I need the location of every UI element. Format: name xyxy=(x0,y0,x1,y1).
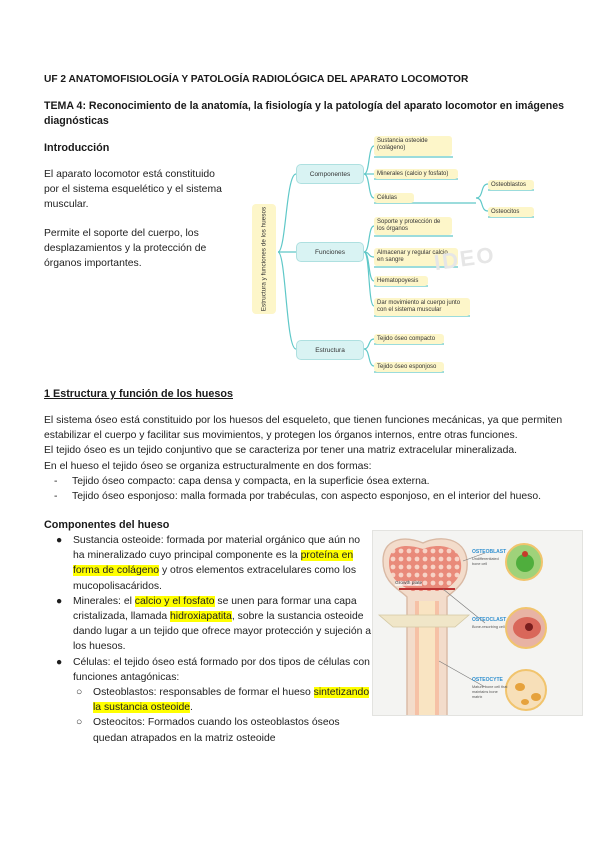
b2-line: Minerales: el xyxy=(73,595,135,607)
osteocyte-sub: Mature bone cell that maintains bone matrix xyxy=(472,685,508,699)
section-1-heading: 1 Estructura y función de los huesos xyxy=(44,388,233,400)
intro-p2-line: órganos importantes. xyxy=(44,258,142,270)
item-osteoblastos: Osteoblastos xyxy=(488,180,534,190)
sub1-line: . xyxy=(190,702,193,714)
document-title: UF 2 ANATOMOFISIOLOGÍA Y PATOLOGÍA RADIOLÓGICA DEL APARATO LOCOMOTOR xyxy=(44,74,469,85)
sub1-line: Osteoblastos: responsables de formar el hueso xyxy=(93,687,314,699)
componentes-heading: Componentes del hueso xyxy=(44,519,170,531)
item-almacenar: Almacenar y regular calcio en sangre xyxy=(374,248,458,266)
intro-p2-line: desplazamientos y la protección de xyxy=(44,243,207,255)
b3-line: funciones antagónicas: xyxy=(73,671,180,683)
b2-line: se unen para formar una capa xyxy=(214,595,357,607)
intro-p1-line: El aparato locomotor está constituido xyxy=(44,169,215,180)
osteoclast-label: OSTEOCLAST xyxy=(472,617,507,623)
item-movimiento: Dar movimiento al cuerpo junto con el sistema muscular xyxy=(374,298,470,316)
bone-illustration xyxy=(372,530,583,716)
item-osteocitos: Osteocitos xyxy=(488,207,534,217)
b1-line: mucopolisacáridos. xyxy=(73,580,162,592)
b1-line: Sustancia osteoide: formada por material orgánico que aún no xyxy=(73,535,361,546)
componentes-list xyxy=(56,533,372,746)
growth-plate-label: Growth plate xyxy=(395,581,423,586)
node-funciones: Funciones xyxy=(296,242,364,262)
osteocyte-image xyxy=(505,669,547,711)
watermark: IDEO xyxy=(432,241,498,276)
dash-item-text: Tejido óseo compacto: capa densa y compacta, en la superficie ósea externa. xyxy=(72,475,430,487)
highlight: forma de colágeno xyxy=(73,565,160,577)
osteoblast-sub: Undifferentiated bone cell xyxy=(472,557,499,566)
osteoblast-image xyxy=(505,543,543,581)
osteoblast-label: OSTEOBLAST xyxy=(472,549,507,555)
osteocyte-label: OSTEOCYTE xyxy=(472,677,503,683)
intro-heading: Introducción xyxy=(44,142,110,154)
highlight: sintetizando xyxy=(313,687,370,699)
highlight: hidroxiapatita xyxy=(170,611,232,623)
intro-paragraph-1 xyxy=(44,167,222,213)
section-1-line: El tejido óseo es un tejido conjuntivo que se caracteriza por tener una matriz extracelular mineralizada. xyxy=(44,445,518,457)
item-soporte: Soporte y protección de los órganos xyxy=(374,217,452,235)
b1-line: ha mineralizado cuyo principal componente es la xyxy=(73,550,301,562)
tema-title xyxy=(44,99,564,129)
item-tejido-compacto: Tejido óseo compacto xyxy=(374,334,444,344)
item-minerales: Minerales (calcio y fosfato) xyxy=(374,169,458,179)
intro-p1-line: muscular. xyxy=(44,199,89,211)
mind-map-root xyxy=(252,204,276,314)
sub-osteocitos: ○ Osteocitos: Formados cuando los osteoblastos óseos quedan atrapados en la matriz osteoide xyxy=(76,717,340,744)
sub2-line: Osteocitos: Formados cuando los osteoblastos óseos xyxy=(93,717,340,729)
section-1-line: El sistema óseo está constituido por los huesos del esqueleto, que tienen funciones mecánicas, ya que permiten xyxy=(44,415,563,426)
dash-item: - Tejido óseo esponjoso: malla formada por trabéculas, con aspecto esponjoso, en el interior del hueso. xyxy=(54,491,542,503)
dash-item-text: Tejido óseo esponjoso: malla formada por trabéculas, con aspecto esponjoso, en el interior del hueso. xyxy=(72,491,542,503)
sub2-line: quedan atrapados en la matriz osteoide xyxy=(93,732,276,744)
b2-line: , sobre la sustancia osteoide xyxy=(231,611,364,623)
item-sustancia-osteoide: Sustancia osteoide (colágeno) xyxy=(374,136,452,156)
dash-item: - Tejido óseo compacto: capa densa y compacta, en la superficie ósea externa. xyxy=(54,475,430,487)
b2-line: los huesos. xyxy=(73,641,126,653)
highlight: la sustancia osteoide xyxy=(93,702,191,714)
item-tejido-esponjoso: Tejido óseo esponjoso xyxy=(374,362,444,372)
tema-line-2: diagnósticas xyxy=(44,115,109,127)
mind-map-root-label: Estructura y funciones de los huesos xyxy=(260,206,268,312)
b1-line: y otros elementos extracelulares como los xyxy=(159,565,357,577)
item-hematopoyesis: Hematopoyesis xyxy=(374,276,428,286)
item-celulas: Células xyxy=(374,193,414,203)
bullet-minerales: ● Minerales: el calcio y el fosfato se unen para formar una capa cristalizada, llamada hidroxiapatita, sobre la sustancia osteoide dando lugar a un tejido que ofrece mayor protección y sujeción a los huesos. xyxy=(56,595,372,653)
node-componentes: Componentes xyxy=(296,164,364,184)
b3-line: Células: el tejido óseo está formado por dos tipos de células con xyxy=(73,656,370,668)
bullet-celulas: ● Células: el tejido óseo está formado por dos tipos de células con funciones antagónicas: xyxy=(56,656,370,683)
highlight: proteína en xyxy=(300,550,354,562)
tema-line-1: TEMA 4: Reconocimiento de la anatomía, la fisiología y la patología del aparato locomotor en imágenes xyxy=(44,100,564,112)
section-1-body xyxy=(44,413,564,504)
sub-osteoblastos: ○ Osteoblastos: responsables de formar el hueso sintetizando la sustancia osteoide. xyxy=(76,687,370,714)
osteoclast-sub: Bone-resorbing cell xyxy=(472,625,505,629)
intro-paragraph-2 xyxy=(44,226,206,272)
intro-p2-line: Permite el soporte del cuerpo, los xyxy=(44,228,199,239)
intro-p1-line: por el sistema esquelético y el sistema xyxy=(44,184,222,196)
node-estructura: Estructura xyxy=(296,340,364,360)
bullet-sustancia: ● Sustancia osteoide: formada por material orgánico que aún no ha mineralizado cuyo principal componente es la proteína en forma de colágeno y otros elementos extracelulares como los mucopolisacáridos. xyxy=(56,535,361,592)
b2-line: dando lugar a un tejido que ofrece mayor protección y sujeción a xyxy=(73,626,372,638)
mind-map xyxy=(248,134,578,380)
highlight: calcio y el fosfato xyxy=(134,595,215,607)
b2-line: cristalizada, llamada xyxy=(73,611,171,623)
osteoclast-image xyxy=(505,607,547,649)
section-1-line: estabilizar el cuerpo y facilitar sus movimientos, y protegen los órganos internos, entre otras funciones. xyxy=(44,430,518,442)
section-1-line: En el hueso el tejido óseo se organiza estructuralmente en dos formas: xyxy=(44,460,372,472)
